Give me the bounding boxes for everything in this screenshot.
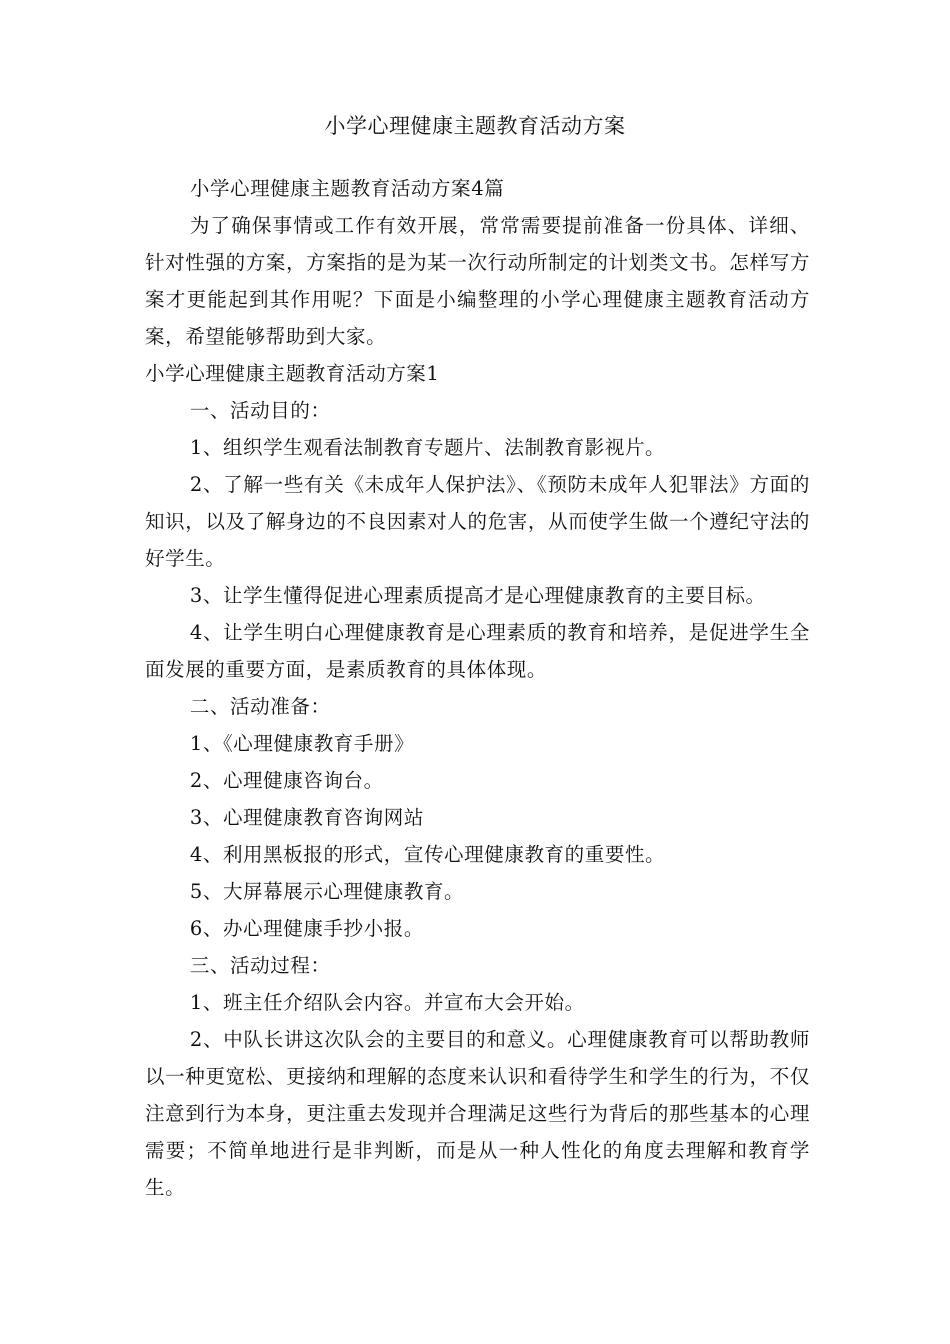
list-item: 3、心理健康教育咨询网站 (189, 806, 424, 829)
heading-activity-preparation: 二、活动准备： (189, 695, 331, 718)
heading-activity-process: 三、活动过程： (189, 954, 331, 977)
list-item: 3、让学生懂得促进心理素质提高才是心理健康教育的主要目标。 (189, 584, 766, 607)
section-heading-plan-1: 小学心理健康主题教育活动方案1 (145, 362, 440, 385)
list-item: 2、了解一些有关《未成年人保护法》、《预防未成年人犯罪法》方面的知识，以及了解身边的不良因素对人的危害，从而使学生做一个遵纪守法的好学生。 (145, 473, 810, 570)
list-item: 6、办心理健康手抄小报。 (189, 917, 424, 940)
document-title: 小学心理健康主题教育活动方案 (324, 114, 626, 138)
paragraph-intro: 为了确保事情或工作有效开展，常常需要提前准备一份具体、详细、针对性强的方案，方案指的是为某一次行动所制定的计划类文书。怎样写方案才更能起到其作用呢？下面是小编整理的小学心理健康主题教育活动方案，希望能够帮助到大家。 (145, 214, 810, 348)
paragraph-subtitle: 小学心理健康主题教育活动方案4篇 (189, 177, 505, 200)
list-item: 1、组织学生观看法制教育专题片、法制教育影视片。 (189, 436, 666, 459)
list-item: 2、心理健康咨询台。 (189, 769, 384, 792)
list-item: 4、利用黑板报的形式，宣传心理健康教育的重要性。 (189, 843, 666, 866)
list-item: 5、大屏幕展示心理健康教育。 (189, 880, 465, 903)
list-item: 1、班主任介绍队会内容。并宣布大会开始。 (189, 991, 585, 1014)
heading-activity-goals: 一、活动目的： (189, 399, 331, 422)
list-item: 2、中队长讲这次队会的主要目的和意义。心理健康教育可以帮助教师以一种更宽松、更接纳和理解的态度来认识和看待学生和学生的行为，不仅注意到行为本身，更注重去发现并合理满足这些行为背后的那些基本的心理需要；不简单地进行是非判断，而是从一种人性化的角度去理解和教育学生。 (145, 1028, 810, 1199)
list-item: 1、《心理健康教育手册》 (189, 732, 415, 755)
document-body (145, 170, 810, 1206)
list-item: 4、让学生明白心理健康教育是心理素质的教育和培养，是促进学生全面发展的重要方面，是素质教育的具体体现。 (145, 621, 810, 681)
